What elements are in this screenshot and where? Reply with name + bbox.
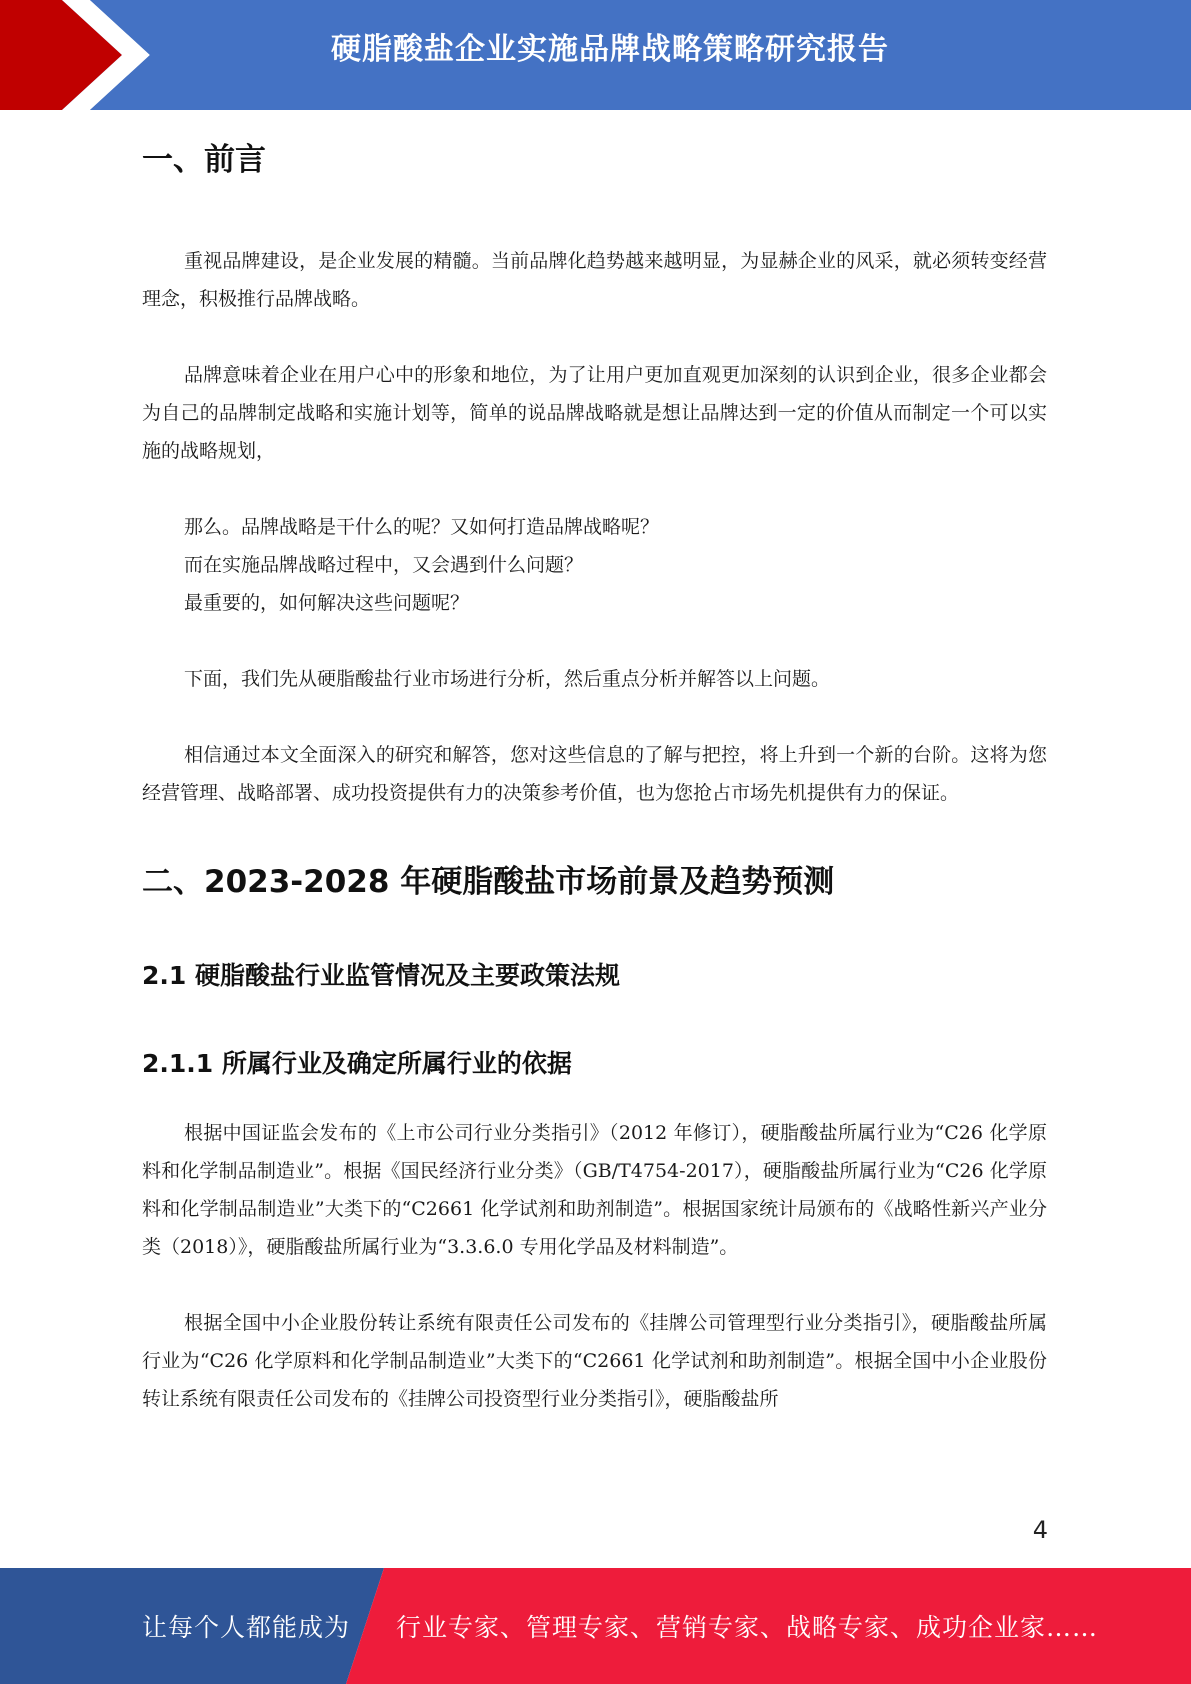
page-header — [0, 0, 1191, 110]
paragraph: 下面，我们先从硬脂酸盐行业市场进行分析，然后重点分析并解答以上问题。 — [184, 668, 831, 690]
page-footer — [0, 1568, 1191, 1684]
report-title: 硬脂酸盐企业实施品牌战略策略研究报告 — [331, 32, 889, 67]
paragraph: 根据中国证监会发布的《上市公司行业分类指引》（2012 年修订），硬脂酸盐所属行业为“C26 化学原料和化学制品制造业”。根据《国民经济行业分类》（GB/T4754-2017），硬脂酸盐所属行业为“C26 化学原料和化学制品制造业”大类下的“C2661 化学试剂和助剂制造”。根据国家统计局颁布的《战略性新兴产业分类（2018）》，硬脂酸盐所属行业为“3.3.6.0 专用化学品及材料制造”。 — [142, 1122, 1047, 1258]
page-number: 4 — [1032, 1516, 1048, 1544]
paragraph: 重视品牌建设，是企业发展的精髓。当前品牌化趋势越来越明显，为显赫企业的风采，就必须转变经营理念，积极推行品牌战略。 — [142, 250, 1047, 310]
question-line: 而在实施品牌战略过程中，又会遇到什么问题？ — [184, 554, 584, 576]
footer-slogan-left: 让每个人都能成为 — [142, 1613, 351, 1642]
paragraph: 品牌意味着企业在用户心中的形象和地位，为了让用户更加直观更加深刻的认识到企业，很多企业都会为自己的品牌制定战略和实施计划等，简单的说品牌战略就是想让品牌达到一定的价值从而制定一个可以实施的战略规划， — [142, 364, 1047, 462]
section-heading-preface: 一、前言 — [142, 142, 266, 178]
document-body — [142, 136, 1047, 1418]
section-heading-forecast: 二、2023-2028 年硬脂酸盐市场前景及趋势预测 — [142, 864, 835, 900]
paragraph: 根据全国中小企业股份转让系统有限责任公司发布的《挂牌公司管理型行业分类指引》，硬脂酸盐所属行业为“C26 化学原料和化学制品制造业”大类下的“C2661 化学试剂和助剂制造”。根据全国中小企业股份转让系统有限责任公司发布的《挂牌公司投资型行业分类指引》，硬脂酸盐所 — [142, 1312, 1047, 1410]
paragraph: 相信通过本文全面深入的研究和解答，您对这些信息的了解与把控，将上升到一个新的台阶。这将为您经营管理、战略部署、成功投资提供有力的决策参考价值，也为您抢占市场先机提供有力的保证。 — [142, 744, 1047, 804]
subsection-heading: 2.1.1 所属行业及确定所属行业的依据 — [142, 1049, 572, 1078]
question-line: 最重要的，如何解决这些问题呢？ — [184, 592, 470, 614]
subsection-heading: 2.1 硬脂酸盐行业监管情况及主要政策法规 — [142, 961, 620, 990]
footer-slogan-right: 行业专家、管理专家、营销专家、战略专家、成功企业家…… — [396, 1613, 1099, 1642]
question-line: 那么。品牌战略是干什么的呢？又如何打造品牌战略呢？ — [184, 516, 660, 538]
